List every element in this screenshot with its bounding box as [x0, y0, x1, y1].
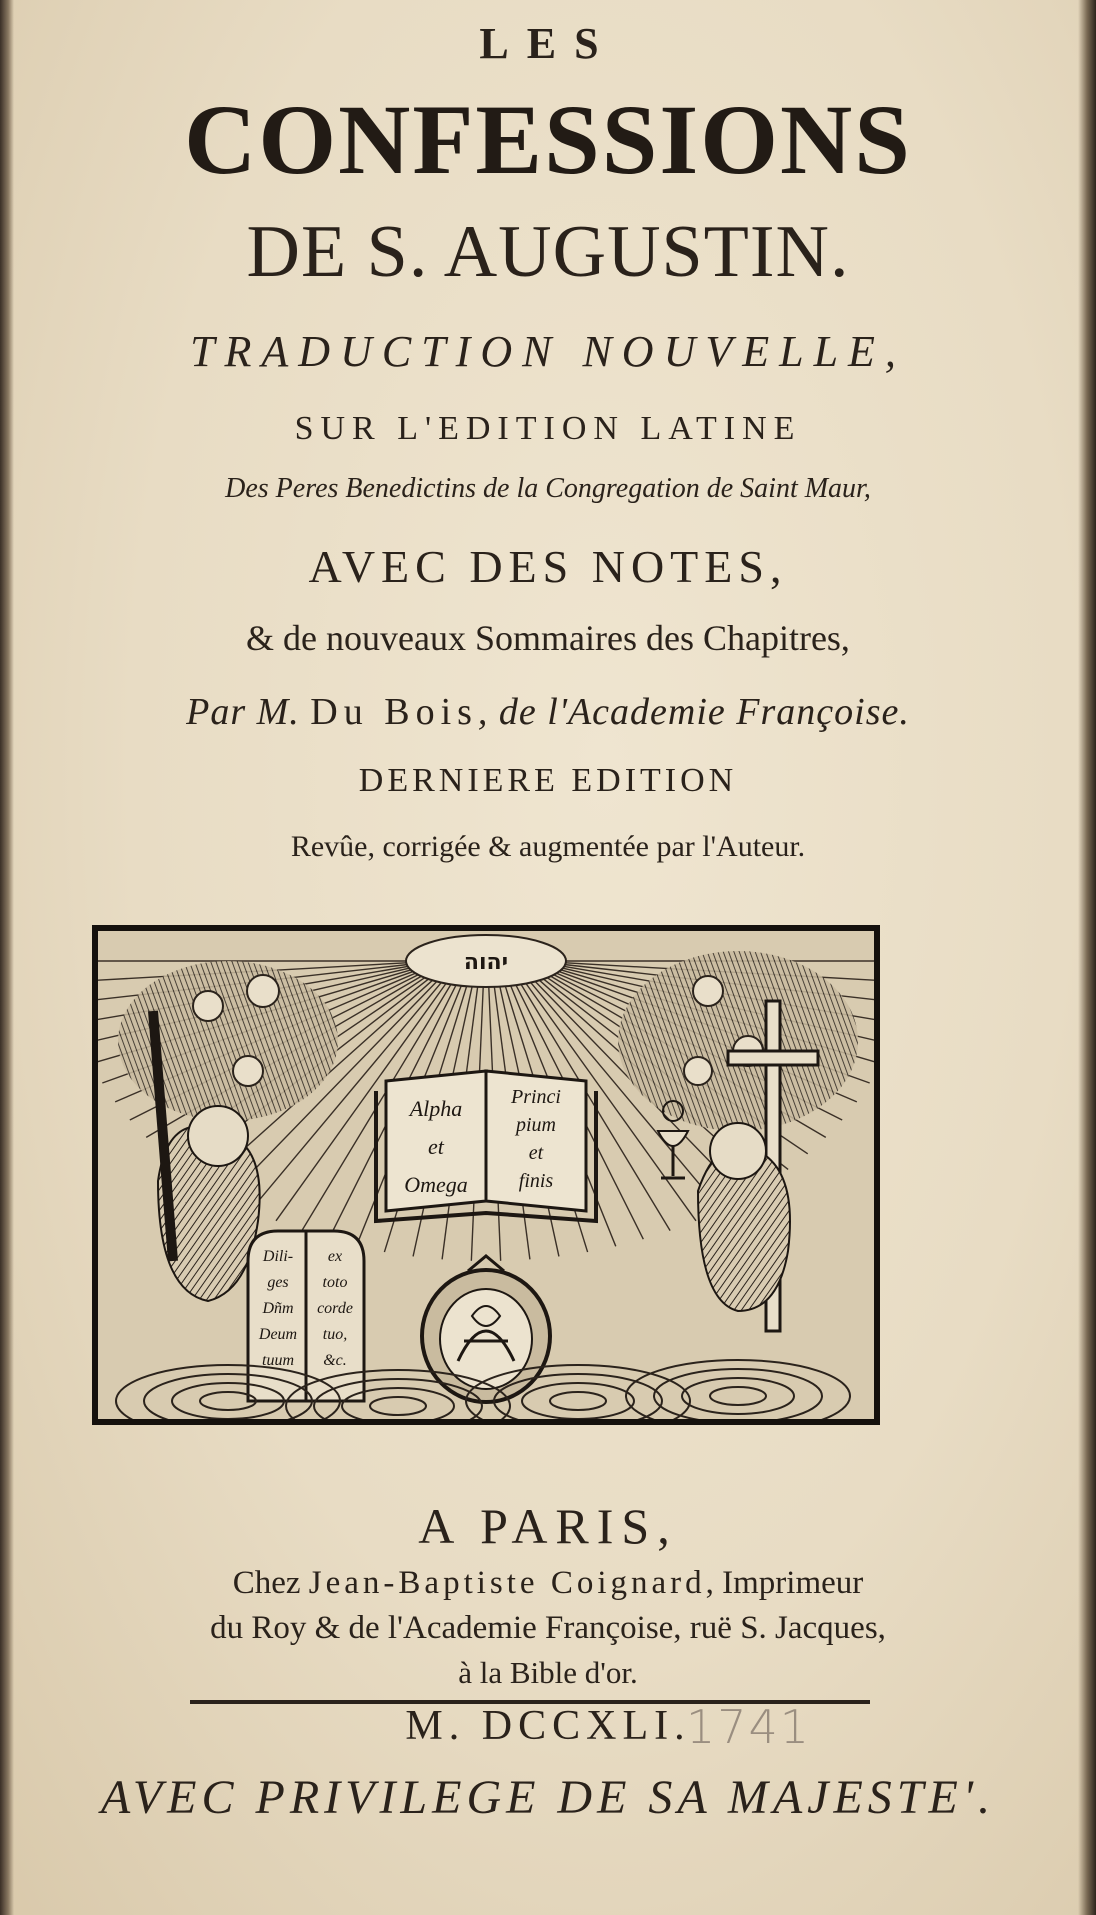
engraving-image [98, 931, 874, 1419]
translator-prefix: Par M. [186, 691, 300, 733]
translator-suffix: , de l'Academie Françoise. [477, 691, 910, 733]
tablet-right-word: toto [322, 1274, 348, 1291]
revised-line: Revûe, corrigée & augmentée par l'Auteur. [290, 830, 806, 863]
translator-name: Du Bois [310, 691, 478, 733]
title-les: LES [479, 19, 617, 68]
pencil-annotation: 1741 [686, 1700, 812, 1754]
imprint-address: du Roy & de l'Academie Françoise, ruë S. Jacques, [210, 1610, 886, 1646]
open-book [376, 1071, 596, 1221]
book-right-word: Princi [511, 1086, 561, 1108]
benedictines-line: Des Peres Benedictins de la Congregation de Saint Maur, [225, 473, 871, 504]
tablet-left-word: ges [267, 1274, 289, 1291]
printer-name: Jean-Baptiste Coignard [308, 1565, 706, 1601]
hebrew-tetragrammaton: יהוה [463, 950, 509, 975]
printer-prefix: Chez [232, 1565, 301, 1601]
edition-line: DERNIERE EDITION [358, 762, 738, 799]
tablet-left-word: Deum [258, 1326, 298, 1343]
summaries-line: & de nouveaux Sommaires des Chapitres, [246, 618, 850, 658]
book-right-word: pium [516, 1114, 556, 1136]
printer-suffix: , Imprimeur [705, 1565, 864, 1601]
imprint-year: M. DCCXLI. [405, 1703, 691, 1749]
title-confessions: CONFESSIONS [184, 84, 912, 195]
tablet-left-word: tuum [262, 1352, 294, 1369]
book-left-word: Omega [404, 1172, 468, 1197]
book-right-word: et [528, 1142, 544, 1164]
title-author: DE S. AUGUSTIN. [246, 211, 850, 293]
edition-basis-line: SUR L'EDITION LATINE [294, 410, 802, 447]
privilege-line: AVEC PRIVILEGE DE SA MAJESTE'. [100, 1771, 996, 1824]
tablet-left-word: Dñm [262, 1300, 294, 1317]
tablet-right-word: corde [317, 1300, 353, 1317]
tablet-right-word: ex [327, 1248, 343, 1265]
translator-line [0, 690, 1096, 734]
tablet-right-word: tuo, [322, 1326, 348, 1343]
tablet-right-word: &c. [323, 1352, 347, 1369]
engraving-vignette [92, 925, 880, 1425]
imprint-printer [0, 1565, 1096, 1602]
imprint-city: A PARIS, [418, 1498, 678, 1554]
translation-line: TRADUCTION NOUVELLE, [190, 327, 906, 376]
tablet-left-word: Dili- [262, 1248, 294, 1265]
imprint-sign: à la Bible d'or. [458, 1655, 638, 1690]
notes-line: AVEC DES NOTES, [308, 541, 788, 592]
book-right-word: finis [518, 1170, 554, 1192]
book-left-word: et [428, 1134, 444, 1159]
book-left-word: Alpha [409, 1096, 463, 1121]
